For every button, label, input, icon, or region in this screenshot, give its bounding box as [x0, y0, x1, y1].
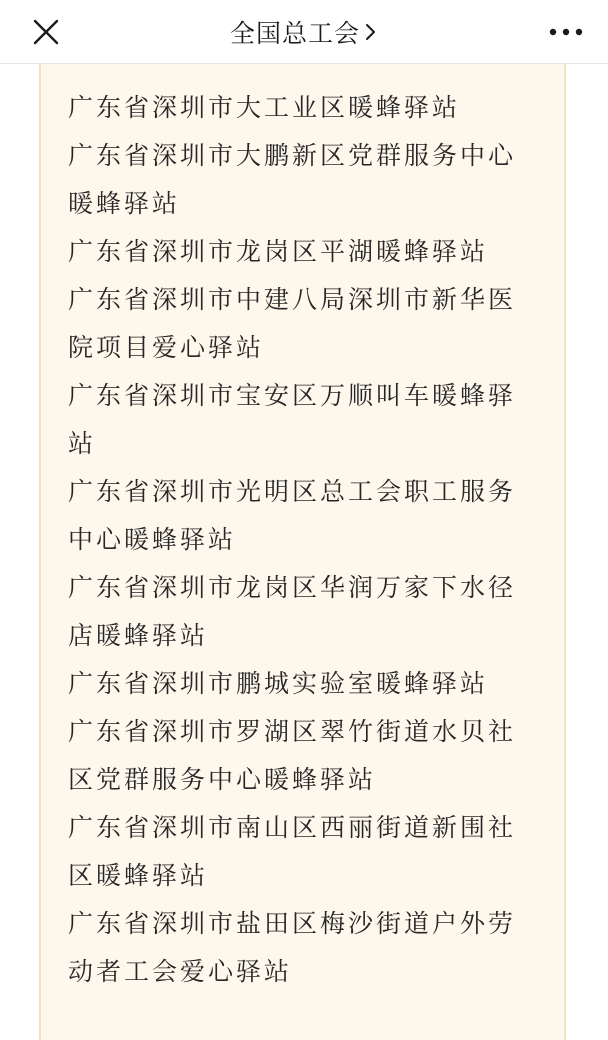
list-item: 广东省深圳市罗湖区翠竹街道水贝社区党群服务中心暖蜂驿站	[68, 717, 517, 794]
station-list-card	[39, 64, 566, 1040]
close-button[interactable]	[26, 12, 66, 52]
list-item: 广东省深圳市大鹏新区党群服务中心暖蜂驿站	[68, 141, 517, 218]
close-icon	[33, 19, 59, 45]
list-item: 广东省深圳市南山区西丽街道新围社区暖蜂驿站	[68, 813, 517, 890]
list-item: 广东省深圳市大工业区暖蜂驿站	[68, 93, 461, 122]
list-item: 广东省深圳市中建八局深圳市新华医院项目爱心驿站	[68, 285, 517, 362]
station-list	[41, 64, 564, 996]
navigation-bar	[0, 0, 608, 64]
page-title: 全国总工会	[229, 19, 360, 48]
article-content[interactable]	[0, 64, 608, 1040]
list-item: 广东省深圳市光明区总工会职工服务中心暖蜂驿站	[68, 477, 517, 554]
chevron-right-icon	[364, 21, 378, 43]
list-item: 广东省深圳市盐田区梅沙街道户外劳动者工会爱心驿站	[68, 909, 517, 986]
list-item: 广东省深圳市宝安区万顺叫车暖蜂驿站	[68, 381, 517, 458]
more-horizontal-icon	[549, 28, 583, 36]
account-title-link[interactable]	[230, 14, 378, 50]
list-item: 广东省深圳市龙岗区华润万家下水径店暖蜂驿站	[68, 573, 517, 650]
list-item: 广东省深圳市鹏城实验室暖蜂驿站	[68, 669, 489, 698]
more-options-button[interactable]	[544, 12, 588, 52]
list-item: 广东省深圳市龙岗区平湖暖蜂驿站	[68, 237, 489, 266]
